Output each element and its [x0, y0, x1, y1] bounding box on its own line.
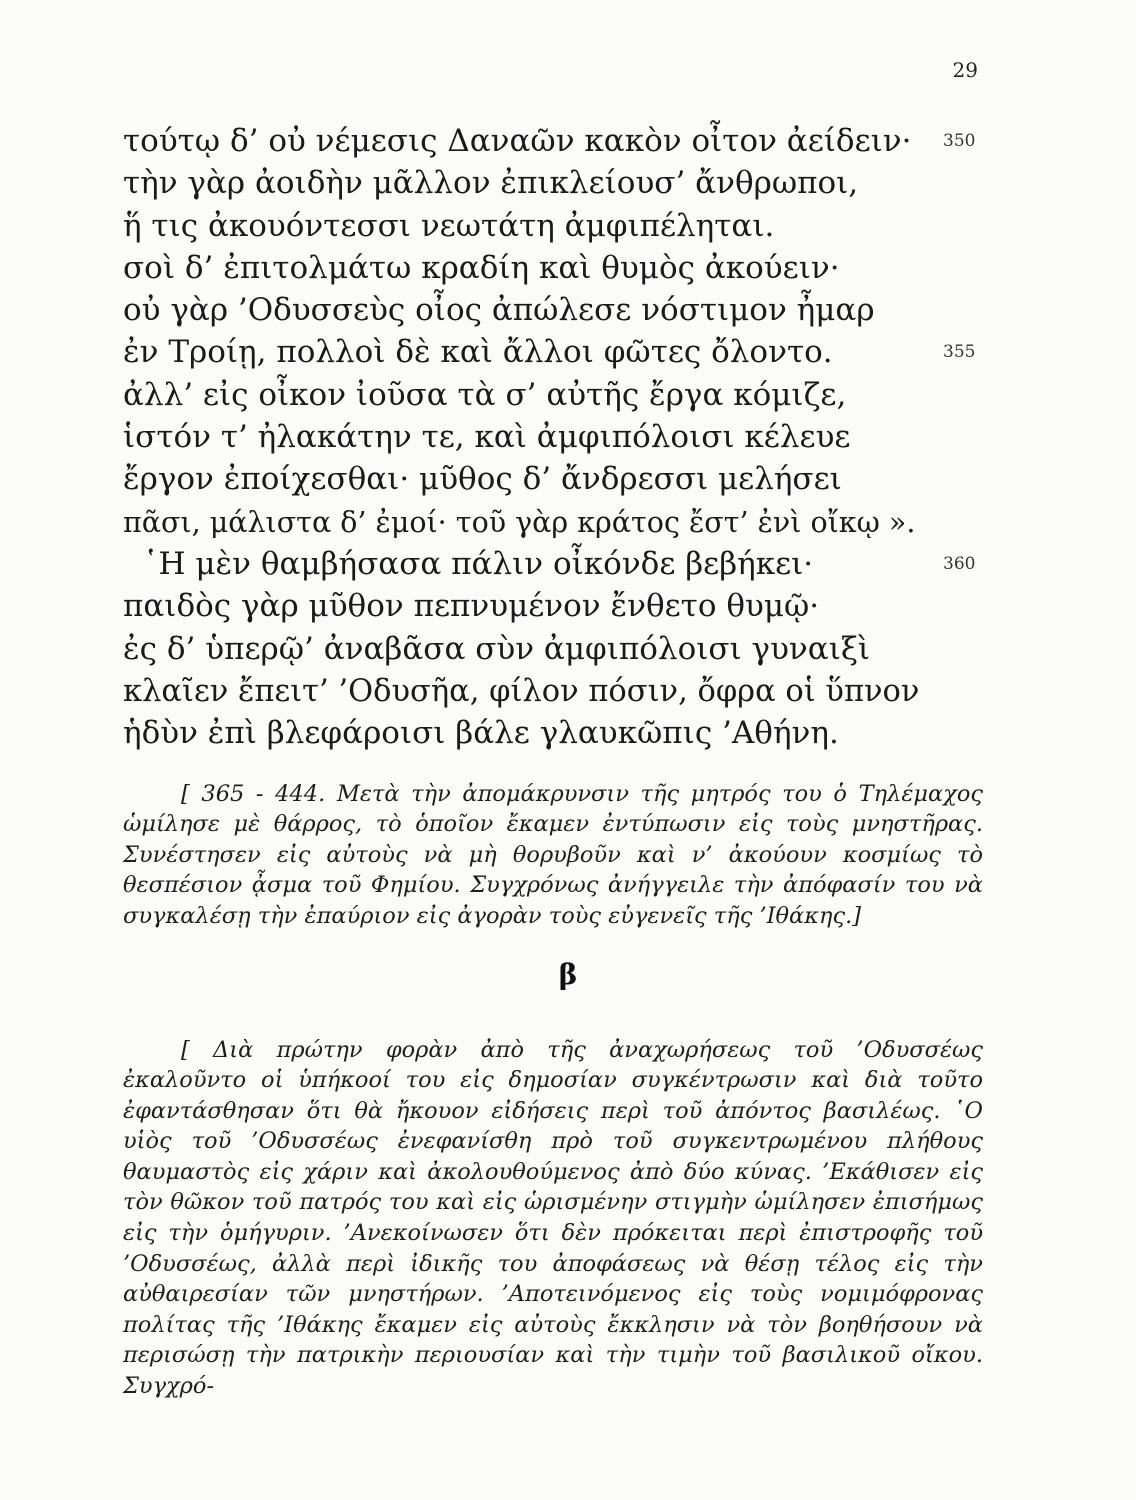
- summary-paragraph-book-beta: [ Διὰ πρώτην φορὰν ἀπὸ τῆς ἀναχωρήσεως τοῦ ’Οδυσσέως ἐκαλοῦντο οἱ ὑπήκοοί του εἰς δημοσίαν συγκέντρωσιν καὶ διὰ τοῦτο ἐφαντάσθησαν ὅτι θὰ ἤκουον εἰδήσεις περὶ τοῦ ἀπόντος βασιλέως. ῾Ο υἱὸς τοῦ ’Οδυσσέως ἐνεφανίσθη πρὸ τοῦ συγκεντρωμένου πλήθους θαυμαστὸς εἰς χάριν καὶ ἀκολουθούμενος ἀπὸ δύο κύνας. ’Εκάθισεν εἰς τὸν θῶκον τοῦ πατρός του καὶ εἰς ὡρισμένην στιγμὴν ὡμίλησεν ἐπισήμως εἰς τὴν ὁμήγυριν. ’Ανεκοίνωσεν ὅτι δὲν πρόκειται περὶ ἐπιστροφῆς τοῦ ’Οδυσσέως, ἀλλὰ περὶ ἰδικῆς του ἀποφάσεως νὰ θέσῃ τέλος εἰς τὴν αὐθαιρεσίαν τῶν μνηστήρων. ’Αποτεινόμενος εἰς τοὺς νομιμόφρονας πολίτας τῆς ’Ιθάκης ἔκαμεν εἰς αὐτοὺς ἔκκλησιν νὰ τὸν βοηθήσουν νὰ περισώσῃ τὴν πατρικὴν περιουσίαν καὶ τὴν τιμὴν τοῦ βασιλικοῦ οἴκου. Συγχρό-: [123, 1036, 983, 1400]
- verse-text: τούτῳ δ’ οὐ νέμεσις Δαναῶν κακὸν οἶτον ἀείδειν·: [123, 123, 912, 159]
- verse-line: [123, 670, 983, 712]
- verse-line: [123, 331, 983, 373]
- verse-line: [123, 712, 983, 754]
- verse-line: [123, 247, 983, 289]
- verse-text: ἐς δ’ ὑπερῷ’ ἀναβᾶσα σὺν ἀμφιπόλοισι γυναιξὶ: [123, 630, 871, 667]
- verse-line: [123, 628, 983, 670]
- verse-text: παιδὸς γὰρ μῦθον πεπνυμένον ἔνθετο θυμῷ·: [123, 588, 820, 625]
- verse-line: [123, 543, 983, 585]
- line-number: 355: [943, 342, 976, 363]
- line-number: 360: [943, 553, 976, 574]
- verse-line: [123, 416, 983, 458]
- verse-text: ἡδὺν ἐπὶ βλεφάροισι βάλε γλαυκῶπις ’Αθήνη.: [123, 715, 839, 752]
- verse-text: κλαῖεν ἔπειτ’ ’Οδυσῆα, φίλον πόσιν, ὄφρα οἱ ὕπνον: [123, 673, 920, 709]
- book-letter: β: [558, 958, 578, 991]
- verse-text: ἔργον ἐποίχεσθαι· μῦθος δ’ ἄνδρεσσι μελήσει: [123, 461, 842, 498]
- verse-line: [123, 205, 983, 247]
- verse-text: ἱστόν τ’ ἠλακάτην τε, καὶ ἀμφιπόλοισι κέλευε: [123, 419, 851, 456]
- verse-line: [123, 374, 983, 416]
- verse-line: [123, 289, 983, 331]
- verse-text: οὐ γὰρ ’Οδυσσεὺς οἶος ἀπώλεσε νόστιμον ἦμαρ: [123, 292, 875, 329]
- line-number: 350: [943, 131, 976, 151]
- page-number: 29: [952, 58, 978, 82]
- verse-line: [123, 120, 983, 162]
- verse-text: σοὶ δ’ ἐπιτολμάτω κραδίη καὶ θυμὸς ἀκούειν·: [123, 249, 840, 286]
- verse-line: [123, 501, 983, 543]
- verse-text: ἀλλ’ εἰς οἶκον ἰοῦσα τὰ σ’ αὐτῆς ἔργα κόμιζε,: [123, 376, 847, 413]
- verse-line: [123, 458, 983, 500]
- verse-block: [123, 120, 983, 754]
- verse-line: [123, 585, 983, 627]
- verse-text: ῾Η μὲν θαμβήσασα πάλιν οἶκόνδε βεβήκει·: [143, 545, 814, 582]
- verse-text: πᾶσι, μάλιστα δ’ ἐμοί· τοῦ γὰρ κράτος ἔστ’ ἐνὶ οἴκῳ ».: [123, 505, 916, 539]
- verse-line: [123, 162, 983, 204]
- verse-text: ἥ τις ἀκουόντεσσι νεωτάτη ἀμφιπέληται.: [123, 207, 775, 244]
- verse-text: τὴν γὰρ ἀοιδὴν μᾶλλον ἐπικλείουσ’ ἄνθρωποι,: [123, 165, 859, 202]
- summary-paragraph: [ 365 - 444. Μετὰ τὴν ἀπομάκρυνσιν τῆς μητρός του ὁ Τηλέμαχος ὡμίλησε μὲ θάρρος, τὸ ὁποῖον ἔκαμεν ἐντύπωσιν εἰς τοὺς μνηστῆρας. Συνέστησεν εἰς αὐτοὺς νὰ μὴ θορυβοῦν καὶ ν’ ἀκούουν κοσμίως τὸ θεσπέσιον ᾆσμα τοῦ Φημίου. Συγχρόνως ἀνήγγειλε τὴν ἀπόφασίν του νὰ συγκαλέσῃ τὴν ἐπαύριον εἰς ἀγορὰν τοὺς εὐγενεῖς τῆς ’Ιθάκης.]: [123, 780, 983, 929]
- verse-text: ἐν Τροίῃ, πολλοὶ δὲ καὶ ἄλλοι φῶτες ὄλοντο.: [123, 334, 833, 371]
